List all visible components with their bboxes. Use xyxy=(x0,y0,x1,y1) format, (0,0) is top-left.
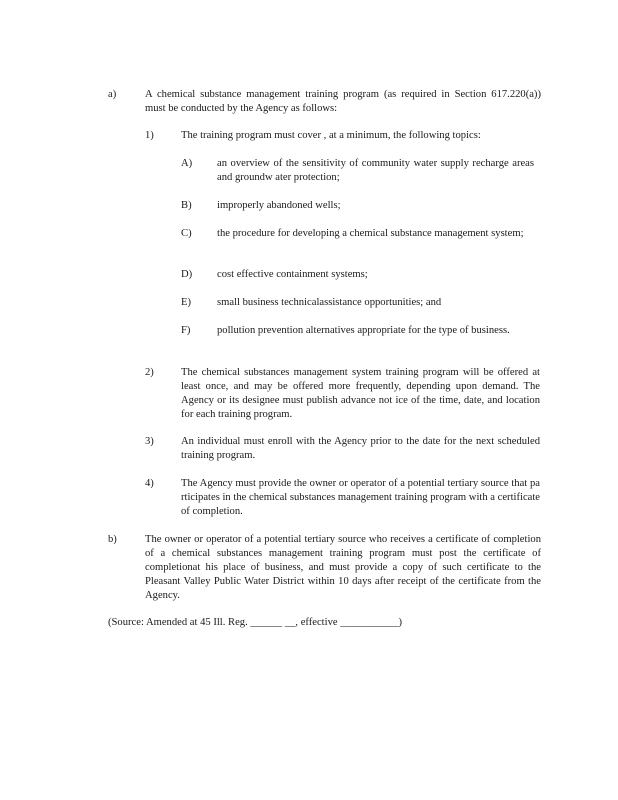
paragraph-1-label: 1) xyxy=(145,130,154,141)
topic-e-text: small business technicalassistance opportunities; and xyxy=(217,297,442,308)
topic-e-label: E) xyxy=(181,297,191,308)
paragraph-1-text: The training program must cover , at a minimum, the following topics: xyxy=(181,130,481,141)
paragraph-4-label: 4) xyxy=(145,478,154,489)
subsection-b-label: b) xyxy=(108,534,117,545)
topic-b-text: improperly abandoned wells; xyxy=(217,200,341,211)
topic-a-text: an overview of the sensitivity of community water supply recharge areas and groundw ater protection; xyxy=(217,158,534,183)
subsection-b-text: The owner or operator of a potential tertiary source who receives a certificate of completion of a chemical substances management training program must post the certificate of completionat his place of business, and must provide a copy of such certificate to the Pleasant Valley Public Water District within 10 days after receipt of the certificate from the Agency. xyxy=(145,534,541,601)
paragraph-2-text: The chemical substances management system training program will be offered at least once, and may be offered more frequently, depending upon demand. The Agency or its designee must publish advance not ice of the time, date, and location for each training program. xyxy=(181,367,540,420)
subsection-a-label: a) xyxy=(108,89,117,100)
topic-d-text: cost effective containment systems; xyxy=(217,269,368,280)
source-note: (Source: Amended at 45 Ill. Reg. ______ __, effective ___________) xyxy=(108,617,403,628)
topic-d-label: D) xyxy=(181,269,193,280)
topic-f-text: pollution prevention alternatives appropriate for the type of business. xyxy=(217,325,510,336)
paragraph-3-label: 3) xyxy=(145,436,154,447)
topic-b-label: B) xyxy=(181,200,192,211)
paragraph-2-label: 2) xyxy=(145,367,154,378)
topic-c-text: the procedure for developing a chemical substance management system; xyxy=(217,228,524,239)
topic-a-label: A) xyxy=(181,158,193,169)
topic-c-label: C) xyxy=(181,228,192,239)
topic-f-label: F) xyxy=(181,325,191,336)
paragraph-3-text: An individual must enroll with the Agency prior to the date for the next scheduled training program. xyxy=(181,436,540,461)
paragraph-4-text: The Agency must provide the owner or operator of a potential tertiary source that pa rticipates in the chemical substances management training program with a certificate of completion. xyxy=(181,478,540,517)
subsection-a-text: A chemical substance management training program (as required in Section 617.220(a)) must be conducted by the Agency as follows: xyxy=(145,89,541,114)
